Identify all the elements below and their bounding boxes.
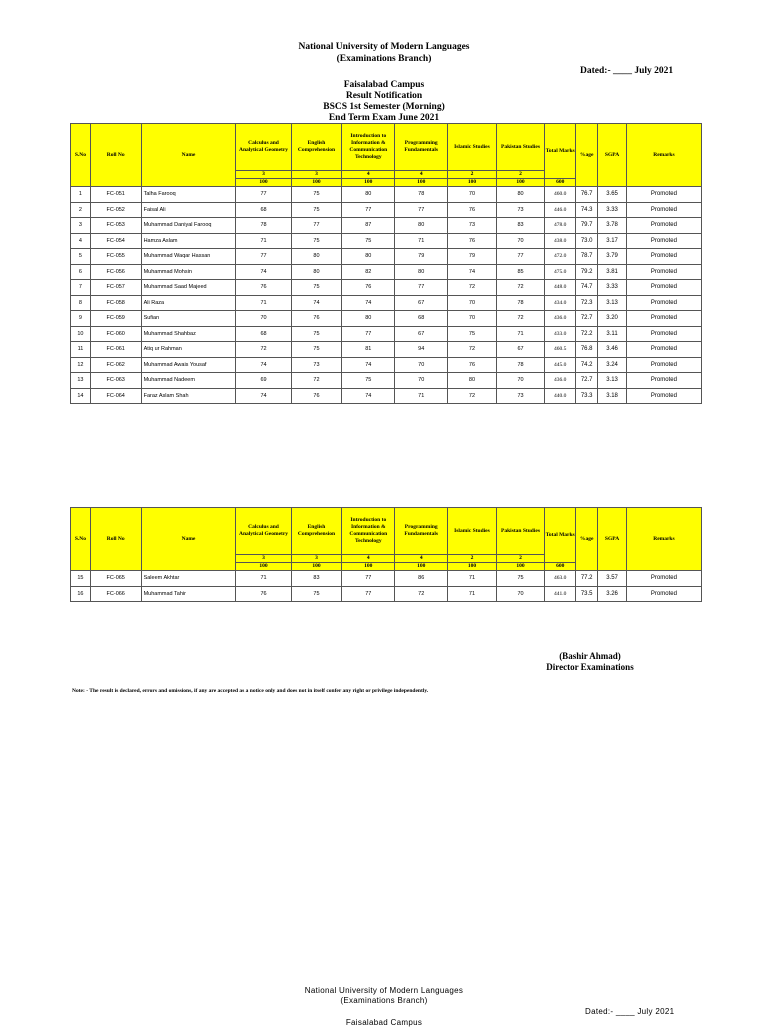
programming-marks-cell: 71 [395,388,448,404]
table-header-row [71,508,702,555]
sgpa-cell: 3.65 [598,187,627,203]
ict-marks-cell: 75 [342,373,395,389]
pakistan-marks-cell: 70 [496,586,545,602]
max-marks-cell: 100 [448,179,497,187]
sno-cell: 14 [71,388,91,404]
english-marks-cell: 76 [291,311,342,327]
remarks-cell: Promoted [626,280,701,296]
col-remarks-header: Remarks [626,508,701,571]
programming-marks-cell: 67 [395,326,448,342]
pakistan-marks-cell: 85 [496,264,545,280]
english-marks-cell: 75 [291,326,342,342]
student-name-cell: Muhammad Nadeem [141,373,236,389]
pakistan-marks-cell: 71 [496,326,545,342]
islamic-marks-cell: 76 [448,202,497,218]
col-course-english-header: English Comprehension [291,508,342,555]
programming-marks-cell: 70 [395,373,448,389]
student-name-cell: Talha Farooq [141,187,236,203]
max-marks-cell: 100 [496,179,545,187]
remarks-cell: Promoted [626,295,701,311]
pakistan-marks-cell: 70 [496,373,545,389]
total-marks-cell: 434.0 [545,295,576,311]
programming-marks-cell: 68 [395,311,448,327]
total-marks-cell: 438.0 [545,233,576,249]
calculus-marks-cell: 78 [236,218,291,234]
max-marks-cell: 100 [342,179,395,187]
remarks-cell: Promoted [626,249,701,265]
ict-marks-cell: 80 [342,187,395,203]
percentage-cell: 77.2 [576,571,598,587]
calculus-marks-cell: 71 [236,295,291,311]
sgpa-cell: 3.26 [598,586,627,602]
col-sno-header: S.No [71,508,91,571]
col-course-programming-header: Programming Fundamentals [395,508,448,555]
sgpa-cell: 3.81 [598,264,627,280]
roll-no-cell: FC-056 [90,264,141,280]
calculus-marks-cell: 76 [236,586,291,602]
total-marks-cell: 478.0 [545,218,576,234]
student-row [71,373,702,389]
total-marks-cell: 440.0 [545,388,576,404]
col-name-header: Name [141,124,236,187]
english-marks-cell: 76 [291,388,342,404]
remarks-cell: Promoted [626,326,701,342]
disclaimer-note: Note: - The result is declared, errors and omissions, if any are accepted as a notice only and does not in itself confer any right or privilege independently. [72,688,429,694]
sno-cell: 11 [71,342,91,358]
pakistan-marks-cell: 77 [496,249,545,265]
sno-cell: 3 [71,218,91,234]
calculus-marks-cell: 68 [236,326,291,342]
student-row [71,218,702,234]
col-course-english-header: English Comprehension [291,124,342,171]
max-marks-cell: 100 [236,179,291,187]
university-title: National University of Modern Languages [298,42,470,52]
roll-no-cell: FC-052 [90,202,141,218]
roll-no-cell: FC-051 [90,187,141,203]
sgpa-cell: 3.78 [598,218,627,234]
percentage-cell: 72.3 [576,295,598,311]
ict-marks-cell: 76 [342,280,395,296]
total-marks-cell: 448.0 [545,280,576,296]
remarks-cell: Promoted [626,586,701,602]
student-row [71,264,702,280]
english-marks-cell: 75 [291,280,342,296]
remarks-cell: Promoted [626,264,701,280]
next-page-university-title: National University of Modern Languages [304,986,464,995]
max-marks-cell: 100 [395,179,448,187]
english-marks-cell: 75 [291,233,342,249]
calculus-marks-cell: 72 [236,342,291,358]
remarks-cell: Promoted [626,311,701,327]
calculus-marks-cell: 69 [236,373,291,389]
total-marks-cell: 472.0 [545,249,576,265]
student-row [71,586,702,602]
islamic-marks-cell: 72 [448,388,497,404]
english-marks-cell: 73 [291,357,342,373]
english-marks-cell: 83 [291,571,342,587]
remarks-cell: Promoted [626,388,701,404]
student-name-cell: Faisal Ali [141,202,236,218]
max-marks-cell: 100 [291,563,342,571]
percentage-cell: 79.2 [576,264,598,280]
total-marks-cell: 436.0 [545,311,576,327]
islamic-marks-cell: 71 [448,571,497,587]
max-marks-cell: 100 [291,179,342,187]
english-marks-cell: 75 [291,202,342,218]
total-marks-cell: 445.0 [545,357,576,373]
total-marks-cell: 436.0 [545,373,576,389]
roll-no-cell: FC-055 [90,249,141,265]
remarks-cell: Promoted [626,233,701,249]
credit-hours-cell: 2 [448,171,497,179]
max-marks-cell: 100 [342,563,395,571]
programming-marks-cell: 77 [395,280,448,296]
student-name-cell: Sufian [141,311,236,327]
col-sgpa-header: SGPA [598,508,627,571]
credit-hours-cell: 3 [236,555,291,563]
roll-no-cell: FC-057 [90,280,141,296]
programming-marks-cell: 67 [395,295,448,311]
sno-cell: 10 [71,326,91,342]
pakistan-marks-cell: 70 [496,233,545,249]
total-marks-cell: 460.5 [545,342,576,358]
sno-cell: 1 [71,187,91,203]
result-table-1 [70,123,702,404]
ict-marks-cell: 80 [342,249,395,265]
credit-hours-cell: 2 [496,171,545,179]
col-course-ict-header: Introduction to Information & Communication Technology [342,124,395,171]
programming-marks-cell: 80 [395,264,448,280]
next-page-dated-line: Dated:- ____ July 2021 [585,1007,675,1016]
islamic-marks-cell: 72 [448,280,497,296]
credit-hours-cell: 3 [291,555,342,563]
english-marks-cell: 74 [291,295,342,311]
col-course-pakistan-header: Pakistan Studies [496,508,545,555]
calculus-marks-cell: 71 [236,571,291,587]
student-name-cell: Muhammad Awais Yousaf [141,357,236,373]
student-name-cell: Faraz Aslam Shah [141,388,236,404]
percentage-cell: 73.5 [576,586,598,602]
roll-no-cell: FC-064 [90,388,141,404]
programming-marks-cell: 72 [395,586,448,602]
english-marks-cell: 80 [291,264,342,280]
col-sgpa-header: SGPA [598,124,627,187]
student-name-cell: Muhammad Tahir [141,586,236,602]
student-name-cell: Muhammad Shahbaz [141,326,236,342]
roll-no-cell: FC-053 [90,218,141,234]
remarks-cell: Promoted [626,342,701,358]
col-course-islamic-header: Islamic Studies [448,508,497,555]
english-marks-cell: 75 [291,586,342,602]
credit-hours-cell: 4 [395,555,448,563]
sgpa-cell: 3.18 [598,388,627,404]
max-marks-cell: 100 [395,563,448,571]
credit-hours-cell: 2 [496,555,545,563]
pakistan-marks-cell: 75 [496,571,545,587]
islamic-marks-cell: 76 [448,357,497,373]
sgpa-cell: 3.33 [598,280,627,296]
ict-marks-cell: 87 [342,218,395,234]
pakistan-marks-cell: 73 [496,388,545,404]
programming-marks-cell: 78 [395,187,448,203]
col-course-islamic-header: Islamic Studies [448,124,497,171]
roll-no-cell: FC-065 [90,571,141,587]
percentage-cell: 72.7 [576,373,598,389]
islamic-marks-cell: 80 [448,373,497,389]
english-marks-cell: 80 [291,249,342,265]
student-name-cell: Atiq ur Rahman [141,342,236,358]
roll-no-cell: FC-058 [90,295,141,311]
col-course-programming-header: Programming Fundamentals [395,124,448,171]
percentage-cell: 78.7 [576,249,598,265]
calculus-marks-cell: 68 [236,202,291,218]
pakistan-marks-cell: 83 [496,218,545,234]
islamic-marks-cell: 70 [448,295,497,311]
calculus-marks-cell: 74 [236,357,291,373]
roll-no-cell: FC-059 [90,311,141,327]
student-row [71,249,702,265]
student-row [71,295,702,311]
exam-title: End Term Exam June 2021 [328,113,440,123]
sgpa-cell: 3.33 [598,202,627,218]
ict-marks-cell: 77 [342,202,395,218]
roll-no-cell: FC-061 [90,342,141,358]
ict-marks-cell: 75 [342,233,395,249]
col-course-pakistan-header: Pakistan Studies [496,124,545,171]
student-row [71,357,702,373]
islamic-marks-cell: 70 [448,311,497,327]
percentage-cell: 76.7 [576,187,598,203]
sgpa-cell: 3.11 [598,326,627,342]
remarks-cell: Promoted [626,357,701,373]
student-name-cell: Hamza Aslam [141,233,236,249]
col-course-ict-header: Introduction to Information & Communication Technology [342,508,395,555]
english-marks-cell: 77 [291,218,342,234]
programming-marks-cell: 94 [395,342,448,358]
remarks-cell: Promoted [626,202,701,218]
islamic-marks-cell: 72 [448,342,497,358]
campus-title: Faisalabad Campus [343,80,425,90]
total-marks-cell: 441.0 [545,586,576,602]
pakistan-marks-cell: 72 [496,280,545,296]
calculus-marks-cell: 76 [236,280,291,296]
remarks-cell: Promoted [626,571,701,587]
programming-marks-cell: 77 [395,202,448,218]
pakistan-marks-cell: 80 [496,187,545,203]
notification-title: Result Notification [345,91,423,101]
percentage-cell: 72.2 [576,326,598,342]
islamic-marks-cell: 70 [448,187,497,203]
total-marks-cell: 475.0 [545,264,576,280]
dated-line: Dated:- ____ July 2021 [580,66,674,76]
remarks-cell: Promoted [626,373,701,389]
total-marks-cell: 463.0 [545,571,576,587]
calculus-marks-cell: 77 [236,249,291,265]
sno-cell: 2 [71,202,91,218]
percentage-cell: 74.7 [576,280,598,296]
islamic-marks-cell: 71 [448,586,497,602]
sgpa-cell: 3.46 [598,342,627,358]
calculus-marks-cell: 77 [236,187,291,203]
credit-hours-cell: 3 [291,171,342,179]
col-total-header: Total Marks [545,508,576,563]
roll-no-cell: FC-066 [90,586,141,602]
percentage-cell: 74.2 [576,357,598,373]
total-marks-cell: 446.0 [545,202,576,218]
pakistan-marks-cell: 72 [496,311,545,327]
col-roll-header: Roll No [90,508,141,571]
ict-marks-cell: 81 [342,342,395,358]
student-row [71,280,702,296]
sgpa-cell: 3.79 [598,249,627,265]
col-sno-header: S.No [71,124,91,187]
total-max-cell: 600 [545,563,576,571]
calculus-marks-cell: 74 [236,264,291,280]
percentage-cell: 79.7 [576,218,598,234]
credit-hours-cell: 4 [342,555,395,563]
programming-marks-cell: 71 [395,233,448,249]
result-table-2 [70,507,702,602]
islamic-marks-cell: 74 [448,264,497,280]
program-title: BSCS 1st Semester (Morning) [323,102,445,112]
ict-marks-cell: 80 [342,311,395,327]
islamic-marks-cell: 75 [448,326,497,342]
total-marks-cell: 460.0 [545,187,576,203]
signatory-name: (Bashir Ahmad) [559,651,621,661]
roll-no-cell: FC-060 [90,326,141,342]
col-pct-header: %age [576,124,598,187]
col-course-calculus-header: Calculus and Analytical Geometry [236,508,291,555]
calculus-marks-cell: 70 [236,311,291,327]
credit-hours-cell: 2 [448,555,497,563]
sgpa-cell: 3.13 [598,373,627,389]
next-page-campus-title: Faisalabad Campus [345,1018,423,1027]
max-marks-cell: 100 [236,563,291,571]
sno-cell: 15 [71,571,91,587]
student-row [71,342,702,358]
islamic-marks-cell: 79 [448,249,497,265]
sno-cell: 8 [71,295,91,311]
student-name-cell: Muhammad Mohsin [141,264,236,280]
sgpa-cell: 3.57 [598,571,627,587]
programming-marks-cell: 79 [395,249,448,265]
islamic-marks-cell: 76 [448,233,497,249]
roll-no-cell: FC-062 [90,357,141,373]
calculus-marks-cell: 71 [236,233,291,249]
student-row [71,233,702,249]
sno-cell: 16 [71,586,91,602]
student-row [71,326,702,342]
student-name-cell: Muhammad Daniyal Farooq [141,218,236,234]
percentage-cell: 73.0 [576,233,598,249]
english-marks-cell: 72 [291,373,342,389]
sgpa-cell: 3.24 [598,357,627,373]
sno-cell: 9 [71,311,91,327]
col-total-header: Total Marks [545,124,576,179]
next-page-branch-title: (Examinations Branch) [340,996,428,1005]
pakistan-marks-cell: 73 [496,202,545,218]
student-name-cell: Muhammad Saad Majeed [141,280,236,296]
programming-marks-cell: 86 [395,571,448,587]
percentage-cell: 76.8 [576,342,598,358]
signatory-title: Director Examinations [546,662,634,672]
student-name-cell: Saleem Akhtar [141,571,236,587]
percentage-cell: 72.7 [576,311,598,327]
pakistan-marks-cell: 67 [496,342,545,358]
branch-title: (Examinations Branch) [336,54,432,64]
pakistan-marks-cell: 78 [496,295,545,311]
student-row [71,202,702,218]
ict-marks-cell: 77 [342,326,395,342]
credit-hours-cell: 4 [395,171,448,179]
col-course-calculus-header: Calculus and Analytical Geometry [236,124,291,171]
student-name-cell: Muhammad Waqar Hassan [141,249,236,265]
islamic-marks-cell: 73 [448,218,497,234]
ict-marks-cell: 82 [342,264,395,280]
student-row [71,571,702,587]
sgpa-cell: 3.17 [598,233,627,249]
max-marks-cell: 100 [496,563,545,571]
student-row [71,388,702,404]
student-row [71,187,702,203]
col-name-header: Name [141,508,236,571]
ict-marks-cell: 74 [342,388,395,404]
student-name-cell: Ali Raza [141,295,236,311]
percentage-cell: 74.3 [576,202,598,218]
pakistan-marks-cell: 78 [496,357,545,373]
sno-cell: 13 [71,373,91,389]
remarks-cell: Promoted [626,218,701,234]
roll-no-cell: FC-054 [90,233,141,249]
col-remarks-header: Remarks [626,124,701,187]
student-row [71,311,702,327]
ict-marks-cell: 74 [342,295,395,311]
programming-marks-cell: 80 [395,218,448,234]
calculus-marks-cell: 74 [236,388,291,404]
table-header-row [71,124,702,171]
english-marks-cell: 75 [291,342,342,358]
total-max-cell: 600 [545,179,576,187]
remarks-cell: Promoted [626,187,701,203]
sno-cell: 12 [71,357,91,373]
credit-hours-cell: 4 [342,171,395,179]
sgpa-cell: 3.20 [598,311,627,327]
ict-marks-cell: 77 [342,586,395,602]
programming-marks-cell: 70 [395,357,448,373]
english-marks-cell: 75 [291,187,342,203]
sno-cell: 7 [71,280,91,296]
sno-cell: 6 [71,264,91,280]
credit-hours-cell: 3 [236,171,291,179]
total-marks-cell: 433.0 [545,326,576,342]
max-marks-cell: 100 [448,563,497,571]
sno-cell: 4 [71,233,91,249]
roll-no-cell: FC-063 [90,373,141,389]
col-roll-header: Roll No [90,124,141,187]
ict-marks-cell: 77 [342,571,395,587]
sno-cell: 5 [71,249,91,265]
sgpa-cell: 3.13 [598,295,627,311]
percentage-cell: 73.3 [576,388,598,404]
ict-marks-cell: 74 [342,357,395,373]
col-pct-header: %age [576,508,598,571]
